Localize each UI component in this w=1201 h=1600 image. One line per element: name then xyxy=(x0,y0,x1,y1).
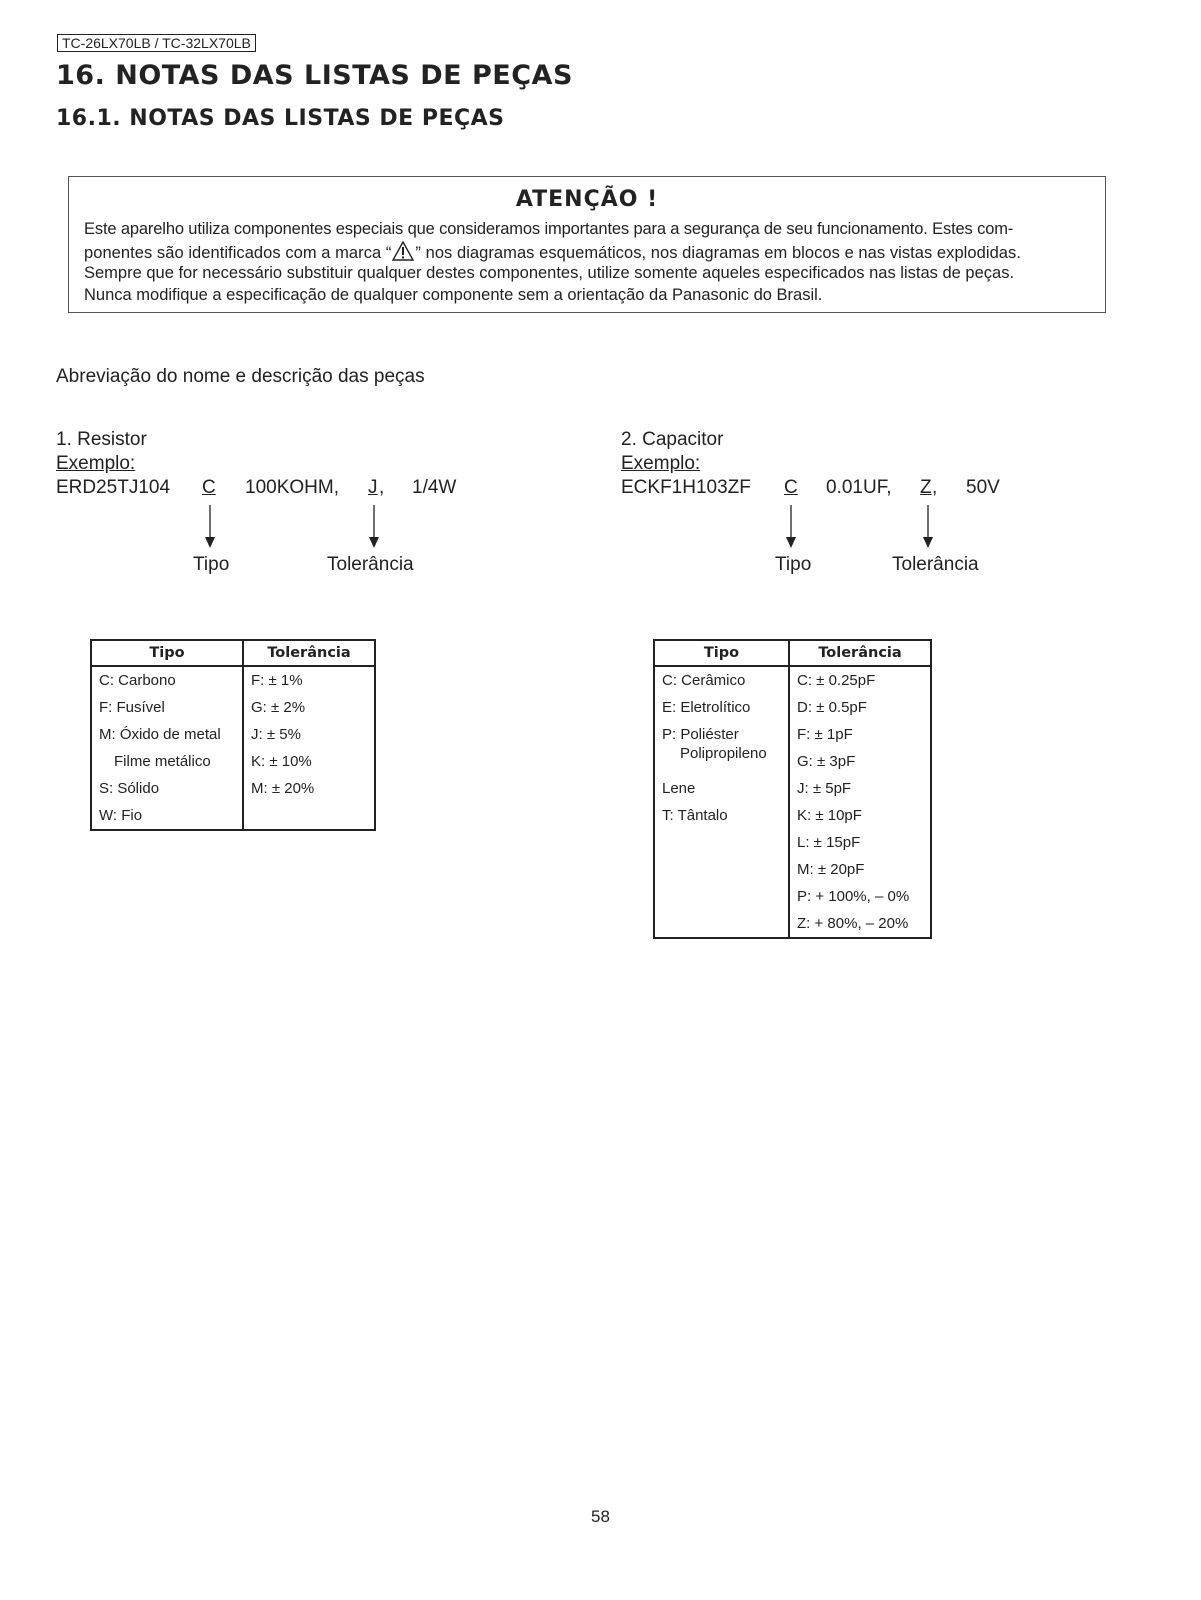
resistor-tol-arrow-icon xyxy=(367,505,381,549)
capacitor-tol-cell: D: ± 0.5pF xyxy=(789,694,931,721)
resistor-heading: 1. Resistor xyxy=(56,429,147,450)
resistor-comma: , xyxy=(379,477,385,498)
warning-line-2a: ponentes são identificados com a marca “ xyxy=(84,244,392,262)
resistor-type-cell: S: Sólido xyxy=(91,775,243,802)
capacitor-type-cell-empty xyxy=(654,883,789,910)
capacitor-type-cell-empty xyxy=(654,910,789,938)
model-label: TC-26LX70LB / TC-32LX70LB xyxy=(57,34,256,52)
resistor-type-code: C xyxy=(202,477,216,498)
capacitor-tol-cell: F: ± 1pF xyxy=(789,721,931,748)
capacitor-tol-label: Tolerância xyxy=(892,554,979,575)
table-row xyxy=(654,694,931,721)
resistor-power: 1/4W xyxy=(412,477,457,498)
capacitor-tol-cell: L: ± 15pF xyxy=(789,829,931,856)
table-row xyxy=(654,829,931,856)
capacitor-part-number: ECKF1H103ZF xyxy=(621,477,751,498)
section-title: 16.1. NOTAS DAS LISTAS DE PEÇAS xyxy=(56,106,505,131)
table-row xyxy=(654,883,931,910)
capacitor-type-polypropylene: Polipropileno xyxy=(680,745,767,762)
capacitor-tol-cell: G: ± 3pF xyxy=(789,748,931,775)
capacitor-tol-cell: M: ± 20pF xyxy=(789,856,931,883)
table-row xyxy=(654,775,931,802)
capacitor-table-header-type: Tipo xyxy=(654,640,789,666)
warning-line-3: Sempre que for necessário substituir qualquer destes componentes, utilize somente aqueles especificados nas listas de peças. xyxy=(84,264,1015,282)
warning-box xyxy=(68,176,1106,313)
capacitor-tol-arrow-icon xyxy=(921,505,935,549)
resistor-type-cell: M: Óxido de metal xyxy=(91,721,243,748)
resistor-type-cell: F: Fusível xyxy=(91,694,243,721)
resistor-type-arrow-icon xyxy=(203,505,217,549)
capacitor-table-header-tol: Tolerância xyxy=(789,640,931,666)
warning-line-4: Nunca modifique a especificação de qualquer componente sem a orientação da Panasonic do Brasil. xyxy=(84,286,823,304)
capacitor-type-polyester: P: Poliéster xyxy=(662,726,739,743)
capacitor-tol-cell: C: ± 0.25pF xyxy=(789,666,931,694)
resistor-type-cell: W: Fio xyxy=(91,802,243,830)
capacitor-type-cell: C: Cerâmico xyxy=(654,666,789,694)
capacitor-type-cell: Lene xyxy=(654,775,789,802)
capacitor-heading: 2. Capacitor xyxy=(621,429,724,450)
table-row xyxy=(91,775,375,802)
table-row xyxy=(91,694,375,721)
capacitor-comma: , xyxy=(932,477,938,498)
warning-line-1: Este aparelho utiliza componentes especiais que consideramos importantes para a segurança de seu funcionamento. Estes com- xyxy=(84,220,1014,238)
resistor-tol-cell: F: ± 1% xyxy=(243,666,375,694)
resistor-type-cell: Filme metálico xyxy=(91,748,243,775)
warning-line-2b: ” nos diagramas esquemáticos, nos diagramas em blocos e nas vistas explodidas. xyxy=(415,244,1021,262)
resistor-type-label: Tipo xyxy=(193,554,230,575)
capacitor-type-label: Tipo xyxy=(775,554,812,575)
resistor-value: 100KOHM, xyxy=(245,477,339,498)
resistor-tol-cell: M: ± 20% xyxy=(243,775,375,802)
capacitor-example-label: Exemplo: xyxy=(621,453,701,474)
page-number: 58 xyxy=(591,1507,610,1526)
capacitor-type-cell: E: Eletrolítico xyxy=(654,694,789,721)
capacitor-type-cell: T: Tântalo xyxy=(654,802,789,829)
abbreviation-heading: Abreviação do nome e descrição das peças xyxy=(56,366,425,387)
capacitor-type-cell-empty xyxy=(654,856,789,883)
capacitor-table xyxy=(653,639,932,939)
resistor-part-number: ERD25TJ104 xyxy=(56,477,171,498)
resistor-tol-code: J xyxy=(368,477,378,498)
resistor-tol-label: Tolerância xyxy=(327,554,414,575)
resistor-table-header-type: Tipo xyxy=(91,640,243,666)
capacitor-tol-cell: J: ± 5pF xyxy=(789,775,931,802)
capacitor-type-arrow-icon xyxy=(784,505,798,549)
resistor-example-label: Exemplo: xyxy=(56,453,136,474)
table-row xyxy=(91,802,375,830)
capacitor-tol-code: Z xyxy=(920,477,932,498)
resistor-table-header-tol: Tolerância xyxy=(243,640,375,666)
capacitor-type-code: C xyxy=(784,477,798,498)
resistor-tol-cell: J: ± 5% xyxy=(243,721,375,748)
capacitor-tol-cell: P: + 100%, – 0% xyxy=(789,883,931,910)
capacitor-type-cell xyxy=(654,721,789,775)
resistor-tol-cell: G: ± 2% xyxy=(243,694,375,721)
table-row xyxy=(91,666,375,694)
capacitor-tol-cell: K: ± 10pF xyxy=(789,802,931,829)
capacitor-voltage: 50V xyxy=(966,477,1000,498)
resistor-table xyxy=(90,639,376,831)
resistor-tol-cell: K: ± 10% xyxy=(243,748,375,775)
capacitor-tol-cell: Z: + 80%, – 20% xyxy=(789,910,931,938)
table-row xyxy=(654,856,931,883)
table-row xyxy=(654,910,931,938)
warning-line-2 xyxy=(84,241,1021,263)
resistor-type-cell: C: Carbono xyxy=(91,666,243,694)
resistor-tol-cell xyxy=(243,802,375,830)
table-row xyxy=(654,666,931,694)
table-row xyxy=(654,721,931,748)
warning-triangle-icon xyxy=(392,241,414,261)
capacitor-value: 0.01UF, xyxy=(826,477,892,498)
table-row xyxy=(91,748,375,775)
capacitor-type-cell-empty xyxy=(654,829,789,856)
table-row xyxy=(654,802,931,829)
table-row xyxy=(91,721,375,748)
warning-title: ATENÇÃO ! xyxy=(515,187,659,212)
page-title: 16. NOTAS DAS LISTAS DE PEÇAS xyxy=(56,60,573,91)
